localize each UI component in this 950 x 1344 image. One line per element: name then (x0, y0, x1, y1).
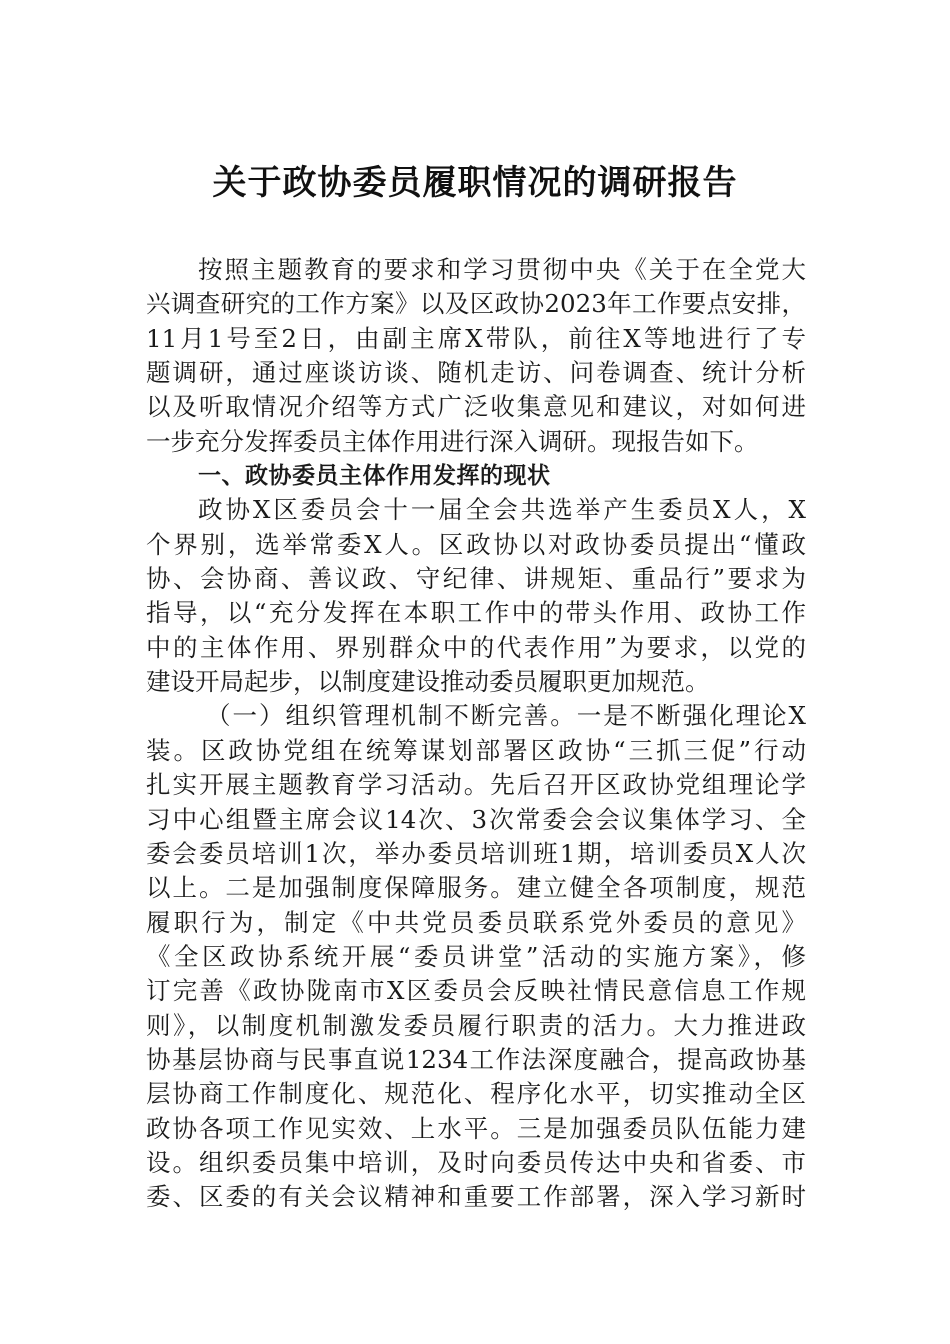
paragraph-line: 以上。二是加强制度保障服务。建立健全各项制度，规范 (146, 873, 806, 903)
paragraph-line: （一）组织管理机制不断完善。一是不断强化理论X (206, 701, 806, 731)
paragraph-line: 建设开局起步，以制度建设推动委员履职更加规范。 (146, 667, 710, 697)
section-heading: 一、政协委员主体作用发挥的现状 (198, 463, 551, 490)
paragraph-line: 层协商工作制度化、规范化、程序化水平，切实推动全区 (146, 1079, 806, 1109)
paragraph-line: 委会委员培训1次，举办委员培训班1期，培训委员X人次 (146, 838, 806, 868)
paragraph-line: 习中心组暨主席会议14次、3次常委会会议集体学习、全 (146, 804, 806, 834)
document-body (146, 253, 806, 1215)
paragraph-line: 兴调查研究的工作方案》以及区政协2023年工作要点安排， (146, 289, 806, 319)
paragraph-line: 以及听取情况介绍等方式广泛收集意见和建议，对如何进 (146, 392, 806, 422)
paragraph-line: 协基层协商与民事直说1234工作法深度融合，提高政协基 (146, 1044, 806, 1074)
paragraph-line: 订完善《政协陇南市X区委员会反映社情民意信息工作规 (146, 976, 806, 1006)
paragraph-line: 设。组织委员集中培训，及时向委员传达中央和省委、市 (146, 1147, 806, 1177)
paragraph-line: 按照主题教育的要求和学习贯彻中央《关于在全党大 (198, 255, 806, 284)
paragraph-line: 题调研，通过座谈访谈、随机走访、问卷调查、统计分析 (146, 358, 806, 388)
paragraph-line: 指导，以“充分发挥在本职工作中的带头作用、政协工作 (146, 598, 806, 628)
paragraph-line: 11月1号至2日，由副主席X带队，前往X等地进行了专 (146, 323, 806, 353)
paragraph-line: 个界别，选举常委X人。区政协以对政协委员提出“懂政 (146, 529, 806, 559)
paragraph-line: 则》，以制度机制激发委员履行职责的活力。大力推进政 (146, 1010, 806, 1040)
paragraph-line: 扎实开展主题教育学习活动。先后召开区政协党组理论学 (146, 770, 806, 800)
paragraph-line: 委、区委的有关会议精神和重要工作部署，深入学习新时 (146, 1182, 806, 1212)
paragraph-line: 协、会协商、善议政、守纪律、讲规矩、重品行”要求为 (146, 564, 806, 594)
document-title: 关于政协委员履职情况的调研报告 (212, 163, 738, 203)
paragraph-line: 装。区政协党组在统筹谋划部署区政协“三抓三促”行动 (146, 735, 806, 765)
paragraph-line: 政协各项工作见实效、上水平。三是加强委员队伍能力建 (146, 1113, 806, 1143)
paragraph-line: 中的主体作用、界别群众中的代表作用”为要求，以党的 (146, 632, 806, 662)
paragraph-line: 一步充分发挥委员主体作用进行深入调研。现报告如下。 (146, 426, 759, 456)
paragraph-line: 《全区政协系统开展“委员讲堂”活动的实施方案》，修 (146, 941, 806, 971)
paragraph-line: 政协X区委员会十一届全会共选举产生委员X人，X (198, 495, 806, 525)
paragraph-line: 履职行为，制定《中共党员委员联系党外委员的意见》 (146, 907, 806, 937)
